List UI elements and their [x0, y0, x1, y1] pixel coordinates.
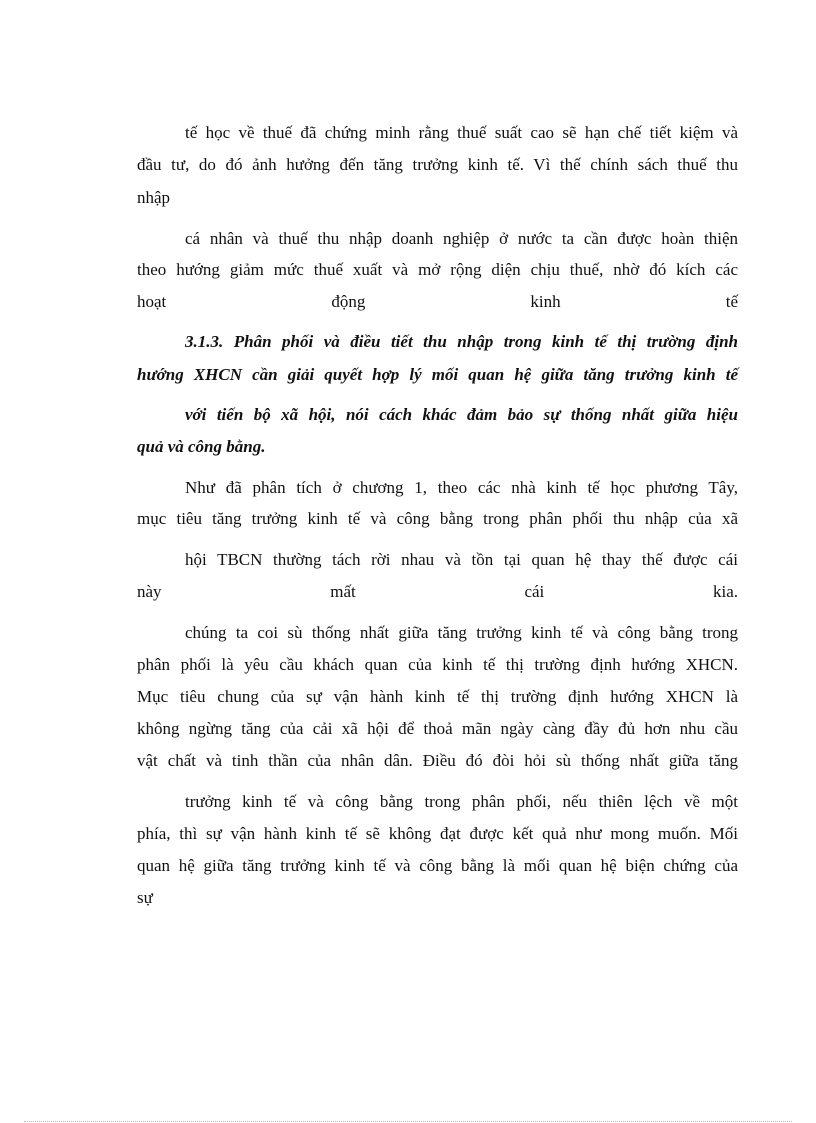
text-line: không ngừng tăng của cải xã hội để thoả mãn ngày càng đầy đủ hơn nhu cầu	[137, 719, 738, 738]
text-line: quan hệ giữa tăng trưởng kinh tế và công bằng là mối quan hệ biện chứng của	[137, 856, 738, 875]
section-heading-line: 3.1.3. Phân phối và điều tiết thu nhập trong kinh tế thị trường định	[185, 332, 738, 351]
text-line: phân phối là yêu cầu khách quan của kinh tế thị trường định hướng XHCN.	[137, 655, 738, 674]
text-line: Như đã phân tích ở chương 1, theo các nhà kinh tế học phương Tây,	[185, 478, 738, 497]
section-heading-line: quả và công bằng.	[137, 437, 266, 456]
text-line: chúng ta coi sù thống nhất giữa tăng trưởng kinh tế và công bằng trong	[185, 623, 738, 642]
page-bottom-divider	[24, 1121, 792, 1122]
text-line: trưởng kinh tế và công bằng trong phân phối, nếu thiên lệch về một	[185, 792, 738, 811]
text-line: mục tiêu tăng trưởng kinh tế và công bằng trong phân phối thu nhập của xã	[137, 509, 738, 528]
text-line: hội TBCN thường tách rời nhau và tồn tại quan hệ thay thế được cái	[185, 550, 738, 569]
text-line: đầu tư, do đó ảnh hưởng đến tăng trưởng kinh tế. Vì thế chính sách thuế thu	[137, 155, 738, 174]
text-line: cá nhân và thuế thu nhập doanh nghiệp ở nước ta cần được hoàn thiện	[185, 229, 738, 248]
text-line: theo hướng giảm mức thuế xuất và mở rộng diện chịu thuế, nhờ đó kích các	[137, 260, 738, 279]
text-line: nhập	[137, 188, 171, 207]
text-line: này mất cái kia.	[137, 582, 738, 601]
section-heading-line: hướng XHCN cần giải quyết hợp lý mối quan hệ giữa tăng trưởng kinh tế	[137, 365, 738, 384]
text-line: Mục tiêu chung của sự vận hành kinh tế thị trường định hướng XHCN là	[137, 687, 738, 706]
text-line: sự	[137, 888, 153, 907]
text-line: vật chất và tinh thần của nhân dân. Điều đó đòi hỏi sù thống nhất giữa tăng	[137, 751, 738, 770]
text-line: hoạt động kinh tế	[137, 292, 738, 311]
text-line: tế học về thuế đã chứng minh rằng thuế suất cao sẽ hạn chế tiết kiệm và	[185, 123, 738, 142]
text-line: phía, thì sự vận hành kinh tế sẽ không đạt được kết quả như mong muốn. Mối	[137, 824, 738, 843]
section-heading-line: với tiến bộ xã hội, nói cách khác đảm bảo sự thống nhất giữa hiệu	[185, 405, 738, 424]
